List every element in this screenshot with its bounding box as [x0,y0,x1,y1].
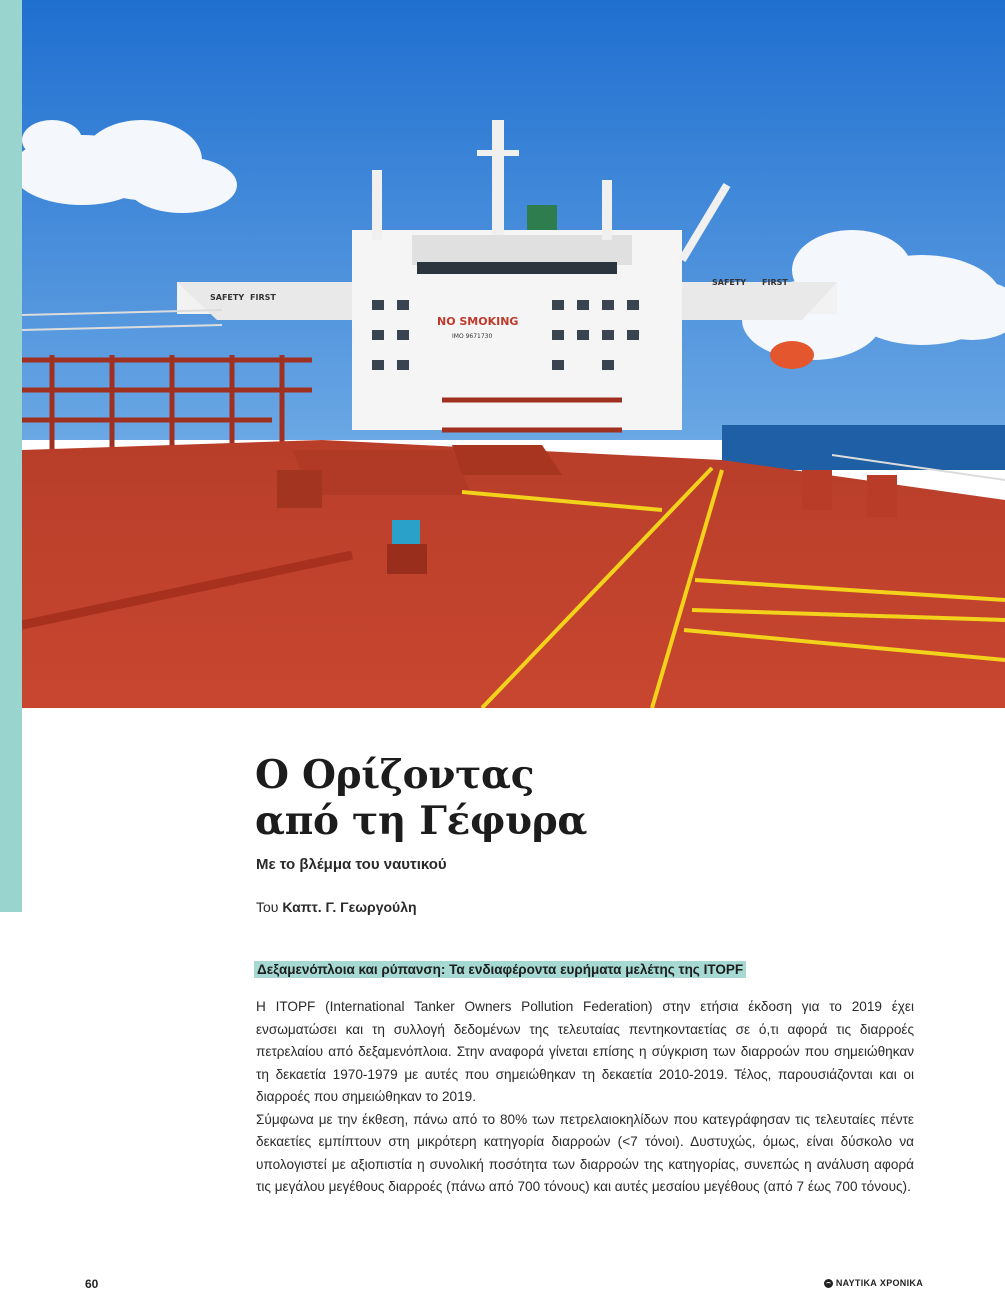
section-heading: Δεξαμενόπλοια και ρύπανση: Τα ενδιαφέροντα ευρήματα μελέτης της ITOPF [254,961,746,978]
tanker-deck-photo [22,0,1005,708]
deck-surface [22,440,1005,708]
article-title-line-2: από τη Γέφυρα [255,798,588,844]
byline-author: Καπτ. Γ. Γεωργούλη [282,899,417,915]
sign-safety-right: SAFETY [712,278,747,287]
paragraph-1: Η ITOPF (International Tanker Owners Pollution Federation) στην ετήσια έκδοση για το 2019 έχει ενσωματώσει και τη συλλογή δεδομένων της τελευταίας πεντηκονταετίας σε ό,τι αφορά τις διαρροές πετρελαίου από δεξαμενόπλοια. Στην αναφορά γίνεται επίσης η σύγκριση των διαρροών που σημειώθηκαν τη δεκαετία 1970-1979 με αυτές που σημειώθηκαν τη δεκαετία 2010-2019. Τέλος, παρουσιάζονται και οι διαρροές που σημειώθηκαν το 2019. [256,999,914,1104]
paragraph-2: Σύμφωνα με την έκθεση, πάνω από το 80% των πετρελαιοκηλίδων που κατεγράφησαν τις τελευταίες πέντε δεκαετίες εμπίπτουν στη μικρότερη κατηγορία διαρροών (<7 τόνοι). Δυστυχώς, όμως, είναι δύσκολο να υπολογιστεί με αξιοπιστία η συνολική ποσότητα των διαρροών της κατηγορίας, συνεπώς η ανάλυση αφορά τις μεγάλου μεγέθους διαρροές (πάνω από 700 τόνους) και αυτές μεσαίου μεγέθους (από 7 έως 700 τόνους). [256,1111,914,1194]
sign-imo-number: IMO 9671730 [452,333,493,340]
page-number: 60 [85,1277,99,1291]
article-title [255,752,587,844]
brand-logo-icon [824,1279,833,1288]
sign-no-smoking: NO SMOKING [437,315,519,328]
brand-name: ΝΑΥΤΙΚΑ ΧΡΟΝΙΚΑ [835,1278,923,1288]
byline [256,899,417,915]
sign-first-left: FIRST [250,293,276,302]
sign-first-right: FIRST [762,278,788,287]
sign-safety-left: SAFETY [210,293,245,302]
article-title-line-1: Ο Ορίζοντας [255,752,535,798]
accent-side-bar [0,0,22,912]
byline-prefix: Του [256,899,279,915]
publication-brand [824,1278,923,1288]
article-body [256,996,914,1199]
article-subtitle: Με το βλέμμα του ναυτικού [256,856,447,873]
blue-valve [392,520,420,544]
